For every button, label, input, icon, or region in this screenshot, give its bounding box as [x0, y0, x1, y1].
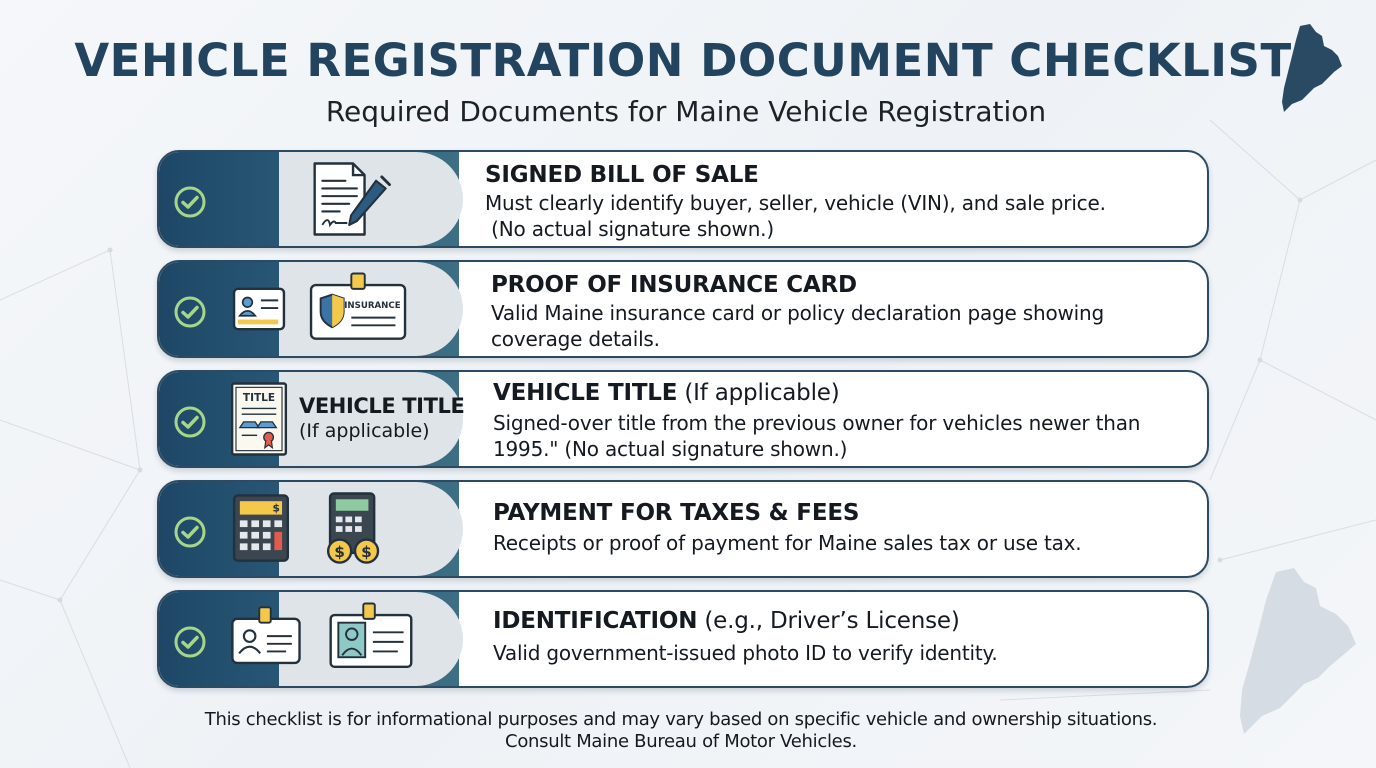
svg-text:TITLE: TITLE [242, 391, 276, 404]
page-subtitle: Required Documents for Maine Vehicle Registration [325, 95, 1047, 128]
id-card-icon [229, 262, 289, 356]
photo-id-icon [323, 592, 417, 686]
item-heading: PROOF OF INSURANCE CARD [491, 272, 857, 298]
calculator-icon [227, 482, 293, 576]
item-heading: SIGNED BILL OF SALE [485, 162, 759, 188]
title-certificate-icon [227, 372, 291, 466]
svg-text:$: $ [361, 542, 372, 561]
vehicle-title-side-label: VEHICLE TITLE (If applicable) [299, 394, 465, 442]
check-icon [173, 515, 207, 549]
checklist-item-insurance [157, 260, 1209, 358]
item-heading: IDENTIFICATION (e.g., Driver’s License) [493, 608, 960, 634]
calculator-coins-icon [315, 482, 395, 576]
item-heading: VEHICLE TITLE (If applicable) [493, 380, 840, 406]
item-heading: PAYMENT FOR TAXES & FEES [493, 500, 860, 526]
page-title: VEHICLE REGISTRATION DOCUMENT CHECKLIST [74, 34, 1292, 87]
footer-disclaimer: This checklist is for informational purposes and may vary based on specific vehicle and ownership situations. [204, 709, 1158, 730]
check-icon [173, 295, 207, 329]
item-description: Must clearly identify buyer, seller, vehicle (VIN), and sale price. (No actual signature shown.) [485, 191, 1106, 241]
document-signature-icon [299, 152, 409, 246]
svg-text:$: $ [272, 502, 280, 515]
check-icon [173, 185, 207, 219]
footer-consult-note: Consult Maine Bureau of Motor Vehicles. [505, 731, 857, 752]
svg-text:$: $ [334, 542, 345, 561]
checklist-item-identification [157, 590, 1209, 688]
checklist-item-taxes-fees [157, 480, 1209, 578]
check-icon [173, 405, 207, 439]
item-description: Valid government-issued photo ID to verify identity. [493, 641, 998, 665]
svg-text:INSURANCE: INSURANCE [344, 301, 401, 312]
checklist-item-vehicle-title [157, 370, 1209, 468]
checklist-item-bill-of-sale [157, 150, 1209, 248]
item-description: Receipts or proof of payment for Maine sales tax or use tax. [493, 531, 1082, 555]
insurance-badge-icon [303, 262, 415, 356]
item-description: Signed-over title from the previous owner for vehicles newer than 1995." (No actual signature shown.) [493, 411, 1141, 461]
item-description: Valid Maine insurance card or policy declaration page showing coverage details. [491, 301, 1105, 351]
id-badge-icon [225, 592, 305, 686]
check-icon [173, 625, 207, 659]
